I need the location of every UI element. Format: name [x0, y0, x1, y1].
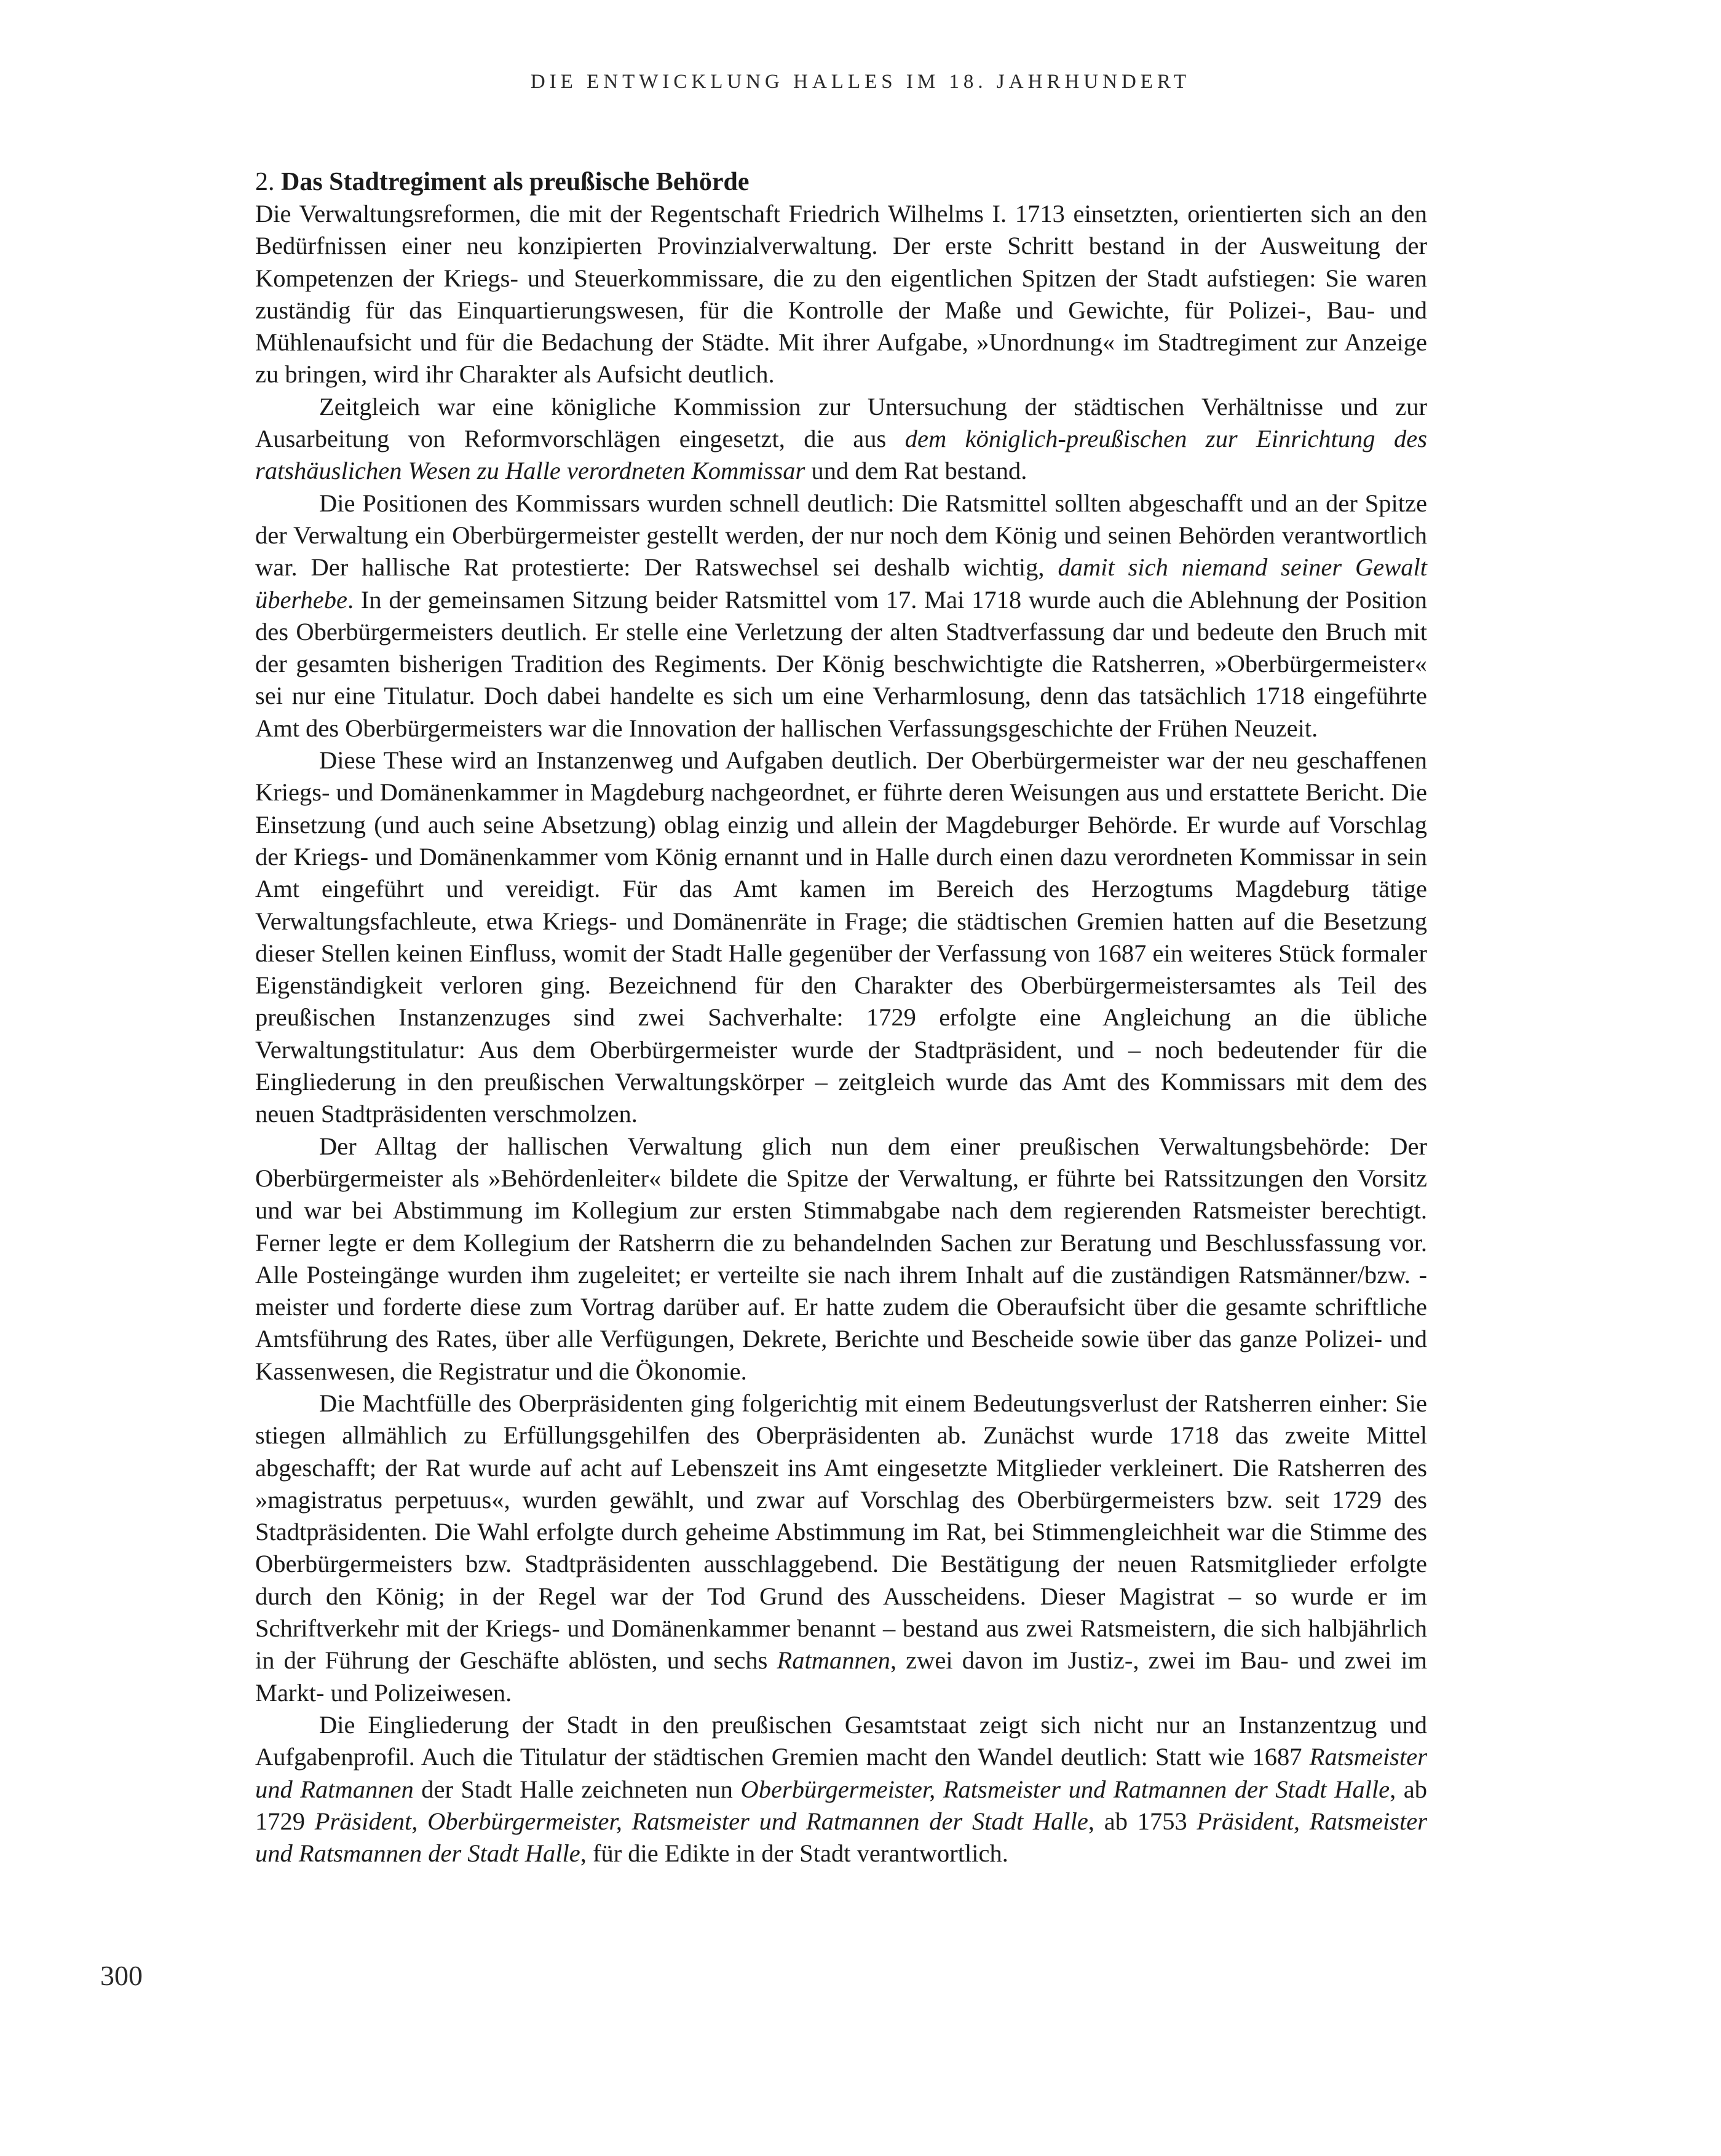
italic-text: Präsident, Ratsmeister und Ratsmannen der Stadt Halle — [255, 1807, 1427, 1868]
body-paragraph — [255, 744, 1427, 1131]
text-run: , zwei davon im Justiz-, zwei im Bau- und zwei im Markt- und Polizeiwesen. — [255, 1646, 1428, 1707]
text-run: Diese These wird an Instanzenweg und Aufgaben deutlich. Der Oberbürgermeister war der neu geschaffenen Kriegs- und Domänenkammer in Magdeburg nachgeordnet, er führte deren Weisungen aus und erstattete Bericht. Die Einsetzung (und auch seine Absetzung) oblag einzig und allein der Magdeburger Behörde. Er wurde auf Vorschlag der Kriegs- und Domänenkammer vom König ernannt und in Halle durch einen dazu verordneten Kommissar in sein Amt eingeführt und vereidigt. Für das Amt kamen im Bereich des Herzogtums Magdeburg tätige Verwaltungsfachleute, etwa Kriegs- und Domänenräte in Frage; die städtischen Gremien hatten auf die Besetzung dieser Stellen keinen Einfluss, womit der Stadt Halle gegenüber der Verfassung von 1687 ein weiteres Stück formaler Eigenständigkeit verloren ging. Bezeichnend für den Charakter des Oberbürgermeistersamtes als Teil des preußischen Instanzenzuges sind zwei Sachverhalte: 1729 erfolgte eine Angleichung an die übliche Verwaltungstitulatur: Aus dem Oberbürgermeister wurde der Stadtpräsident, und – noch bedeutender für die Eingliederung in den preußischen Verwaltungskörper – zeitgleich wurde das Amt des Kommissars mit dem des neuen Stadtpräsidenten verschmolzen. — [255, 746, 1427, 1128]
text-run: Der Alltag der hallischen Verwaltung glich nun dem einer preußischen Verwaltungsbehörde: Der Oberbürgermeister als »Behördenleiter« bildete die Spitze der Verwaltung, er führte bei Ratssitzungen den Vorsitz und war bei Abstimmung im Kollegium zur ersten Stimmabgabe nach dem regierenden Ratsmeister berechtigt. Ferner legte er dem Kollegium der Ratsherrn die zu behandelnden Sachen zur Beratung und Beschlussfassung vor. Alle Posteingänge wurden ihm zugeleitet; er verteilte sie nach ihrem Inhalt auf die zuständigen Ratsmänner/bzw. -meister und forderte diese zum Vortrag darüber auf. Er hatte zudem die Oberaufsicht über die gesamte schriftliche Amtsführung des Rates, über alle Verfügungen, Dekrete, Berichte und Bescheide sowie über das ganze Polizei- und Kassenwesen, die Registratur und die Ökonomie. — [255, 1132, 1427, 1385]
body-paragraph — [255, 1388, 1427, 1709]
text-run: der Stadt Halle zeichneten nun — [413, 1775, 741, 1803]
text-run: . In der gemeinsamen Sitzung beider Ratsmittel vom 17. Mai 1718 wurde auch die Ablehnung der Position des Oberbürgermeisters deutlich. Er stelle eine Verletzung der alten Stadtverfassung dar und bedeute den Bruch mit der gesamten bisherigen Tradition des Regiments. Der König beschwichtigte die Ratsherren, »Oberbürgermeister« sei nur eine Titulatur. Doch dabei handelte es sich um eine Verharmlosung, denn das tatsächlich 1718 eingeführte Amt des Oberbürgermeisters war die Innovation der hallischen Verfassungsgeschichte der Frühen Neuzeit. — [255, 585, 1427, 742]
text-run: , für die Edikte in der Stadt verantwortlich. — [580, 1839, 1008, 1868]
body-paragraph — [255, 198, 1427, 391]
running-head: DIE ENTWICKLUNG HALLES IM 18. JAHRHUNDERT — [530, 71, 1191, 93]
text-run: , ab 1753 — [1088, 1807, 1197, 1835]
text-run: Die Machtfülle des Oberpräsidenten ging folgerichtig mit einem Bedeutungsverlust der Ratsherren einher: Sie stiegen allmählich zu Erfüllungsgehilfen des Oberpräsidenten ab. Zunächst wurde 1718 das zweite Mittel abgeschafft; der Rat wurde auf acht auf Lebenszeit ins Amt eingesetzte Mitglieder verkleinert. Die Ratsherren des »magistratus perpetuus«, wurden gewählt, und zwar auf Vorschlag des Oberbürgermeisters bzw. seit 1729 des Stadtpräsidenten. Die Wahl erfolgte durch geheime Abstimmung im Rat, bei Stimmengleichheit war die Stimme des Oberbürgermeisters bzw. Stadtpräsidenten ausschlaggebend. Die Bestätigung der neuen Ratsmitglieder erfolgte durch den König; in der Regel war der Tod Grund des Ausscheidens. Dieser Magistrat – so wurde er im Schriftverkehr mit der Kriegs- und Domänenkammer benannt – bestand aus zwei Ratsmeistern, die sich halbjährlich in der Führung der Geschäfte ablösten, und sechs — [255, 1389, 1427, 1675]
text-run: Die Verwaltungsreformen, die mit der Regentschaft Friedrich Wilhelms I. 1713 einsetzten, orientierten sich an den Bedürfnissen einer neu konzipierten Provinzialverwaltung. Der erste Schritt bestand in der Ausweitung der Kompetenzen der Kriegs- und Steuerkommissare, die zu den eigentlichen Spitzen der Stadt aufstiegen: Sie waren zuständig für das Einquartierungswesen, für die Kontrolle der Maße und Gewichte, für Polizei-, Bau- und Mühlenaufsicht und für die Bedachung der Städte. Mit ihrer Aufgabe, »Unordnung« im Stadtregiment zur Anzeige zu bringen, wird ihr Charakter als Aufsicht deutlich. — [255, 200, 1427, 389]
page-number: 300 — [100, 1960, 143, 1991]
italic-text: Ratmannen — [777, 1646, 890, 1675]
section-heading — [255, 166, 1427, 198]
text-run: Die Eingliederung der Stadt in den preußischen Gesamtstaat zeigt sich nicht nur an Instanzentzug und Aufgabenprofil. Auch die Titulatur der städtischen Gremien macht den Wandel deutlich: Statt wie 1687 — [255, 1710, 1427, 1771]
body-paragraph — [255, 488, 1427, 744]
body-paragraph — [255, 1131, 1427, 1388]
italic-text: Oberbürgermeister, Ratsmeister und Ratmannen der Stadt Halle — [740, 1775, 1390, 1803]
italic-text: dem königlich-preußischen zur Einrichtung des ratshäuslichen Wesen zu Halle verordneten Kommissar — [255, 425, 1428, 485]
main-text-column — [255, 166, 1427, 1870]
text-run: Die Positionen des Kommissars wurden schnell deutlich: Die Ratsmittel sollten abgeschafft und an der Spitze der Verwaltung ein Oberbürgermeister gestellt werden, der nur noch dem König und seinen Behörden verantwortlich war. Der hallische Rat protestierte: Der Ratswechsel sei deshalb wichtig, — [255, 489, 1427, 582]
text-run: Zeitgleich war eine königliche Kommission zur Untersuchung der städtischen Verhältnisse und zur Ausarbeitung von Reformvorschlägen eingesetzt, die aus — [255, 392, 1427, 453]
body-paragraph — [255, 1709, 1427, 1870]
italic-text: damit sich niemand seiner Gewalt überhebe — [255, 553, 1427, 614]
italic-text: Ratsmeister und Ratmannen — [255, 1743, 1427, 1803]
italic-text: Präsident, Oberbürgermeister, Ratsmeister und Ratmannen der Stadt Halle — [314, 1807, 1088, 1835]
text-run: , ab 1729 — [255, 1775, 1427, 1835]
body-paragraph — [255, 391, 1427, 488]
body-paragraphs — [255, 198, 1427, 1870]
section-title: Das Stadtregiment als preußische Behörde — [281, 168, 750, 196]
text-run: und dem Rat bestand. — [805, 457, 1027, 485]
section-number: 2. — [255, 168, 275, 196]
